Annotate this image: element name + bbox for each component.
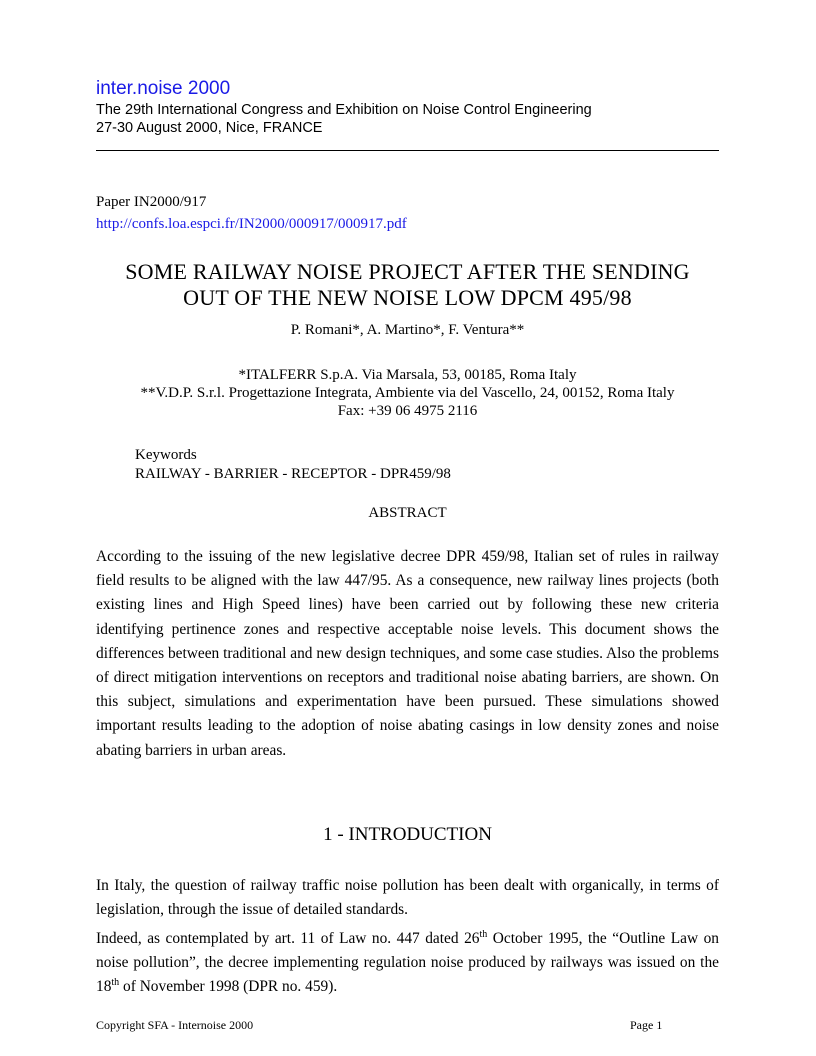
authors: P. Romani*, A. Martino*, F. Ventura** (290, 322, 525, 338)
introduction-paragraph-1: In Italy, the question of railway traffic noise pollution has been dealt with organically, in terms of legislation, through the issue of detailed standards. (96, 877, 719, 919)
abstract-heading: ABSTRACT (368, 505, 447, 521)
footer-page-number: Page 1 (630, 1018, 663, 1032)
section-heading-introduction: 1 - INTRODUCTION (323, 824, 492, 845)
paper-url-link[interactable]: http://confs.loa.espci.fr/IN2000/000917/000917.pdf (96, 216, 407, 232)
introduction-paragraph-2 (96, 927, 719, 1000)
footer-copyright: Copyright SFA - Internoise 2000 (96, 1018, 254, 1032)
affiliation-1: *ITALFERR S.p.A. Via Marsala, 53, 00185, Roma Italy (238, 367, 577, 383)
abstract-text: According to the issuing of the new legislative decree DPR 459/98, Italian set of rules in railway field results to be aligned with the law 447/95. As a consequence, new railway lines projects (both existing lines and High Speed lines) have been carried out by following these new criteria identifying pertinence zones and respective acceptable noise levels. This document shows the differences between traditional and new design techniques, and some case studies. Also the problems of direct mitigation interventions on receptors and traditional noise abating barriers, are shown. On this subject, simulations and experimentation have been pursued. These simulations showed important results leading to the adoption of noise abating casings in low density zones and noise abating barriers in urban areas. (96, 548, 719, 759)
paper-title-line-1: SOME RAILWAY NOISE PROJECT AFTER THE SENDING (125, 259, 690, 284)
conference-dates: 27-30 August 2000, Nice, FRANCE (96, 120, 323, 136)
ordinal-superscript-2: th (111, 977, 120, 989)
paper-id: Paper IN2000/917 (96, 194, 207, 210)
intro-p2-text-a: Indeed, as contemplated by art. 11 of Law no. 447 dated 26 (96, 930, 480, 947)
keywords-label: Keywords (135, 447, 197, 463)
affiliation-2: **V.D.P. S.r.l. Progettazione Integrata, Ambiente via del Vascello, 24, 00152, Roma Italy (140, 385, 675, 401)
ordinal-superscript-1: th (479, 928, 488, 940)
intro-p2-text-c: of November 1998 (DPR no. 459). (119, 978, 338, 996)
fax: Fax: +39 06 4975 2116 (337, 403, 478, 419)
conference-title: inter.noise 2000 (96, 78, 231, 99)
intro-p2-text-b: October 1995, the “Outline Law on noise pollution”, the decree implementing regulation noise produced by railways was issued on the 18 (96, 930, 719, 996)
paper-title-line-2: OUT OF THE NEW NOISE LOW DPCM 495/98 (183, 285, 632, 310)
keywords-list: RAILWAY - BARRIER - RECEPTOR - DPR459/98 (135, 466, 451, 482)
conference-subtitle: The 29th International Congress and Exhibition on Noise Control Engineering (96, 102, 592, 118)
header-divider (96, 150, 719, 151)
